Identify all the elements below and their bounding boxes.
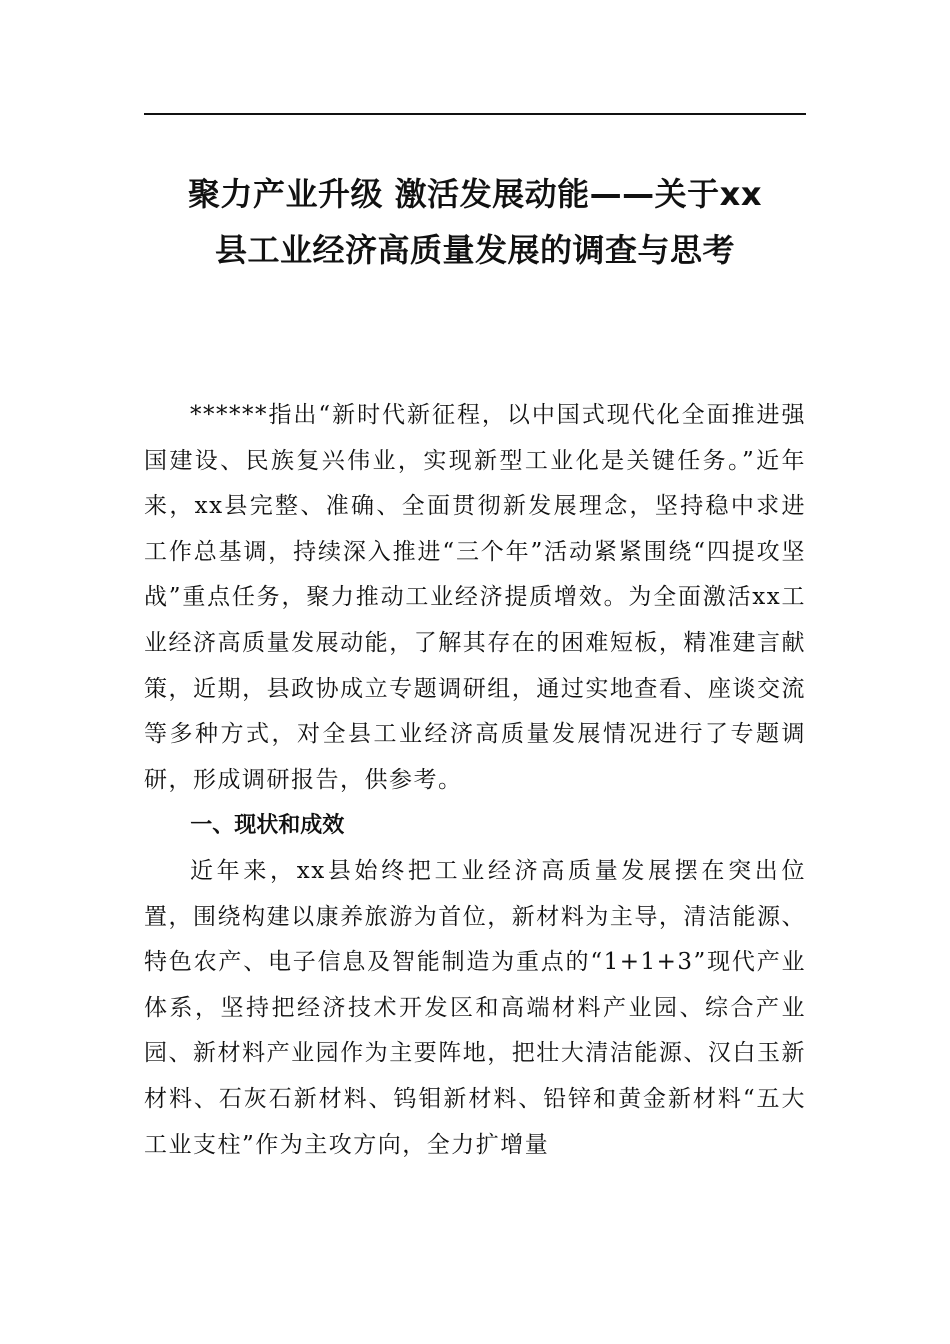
title-line-1: 聚力产业升级 激活发展动能——关于xx [188, 175, 762, 213]
header-rule [144, 113, 806, 115]
intro-paragraph: ******指出“新时代新征程，以中国式现代化全面推进强国建设、民族复兴伟业，实现新型工业化是关键任务。”近年来，xx县完整、准确、全面贯彻新发展理念，坚持稳中求进工作总基调，持续深入推进“三个年”活动紧紧围绕“四提攻坚战”重点任务，聚力推动工业经济提质增效。为全面激活xx工业经济高质量发展动能，了解其存在的困难短板，精准建言献策，近期，县政协成立专题调研组，通过实地查看、座谈交流等多种方式，对全县工业经济高质量发展情况进行了专题调研，形成调研报告，供参考。 [144, 402, 806, 793]
document-title [144, 166, 806, 278]
section-heading: 一、现状和成效 [190, 813, 345, 839]
document-body [144, 393, 806, 1168]
title-line-2: 县工业经济高质量发展的调查与思考 [214, 231, 735, 269]
section-paragraph: 近年来，xx县始终把工业经济高质量发展摆在突出位置，围绕构建以康养旅游为首位，新材料为主导，清洁能源、特色农产、电子信息及智能制造为重点的“1+1+3”现代产业体系，坚持把经济技术开发区和高端材料产业园、综合产业园、新材料产业园作为主要阵地，把壮大清洁能源、汉白玉新材料、石灰石新材料、钨钼新材料、铅锌和黄金新材料“五大工业支柱”作为主攻方向，全力扩增量 [144, 857, 806, 1158]
